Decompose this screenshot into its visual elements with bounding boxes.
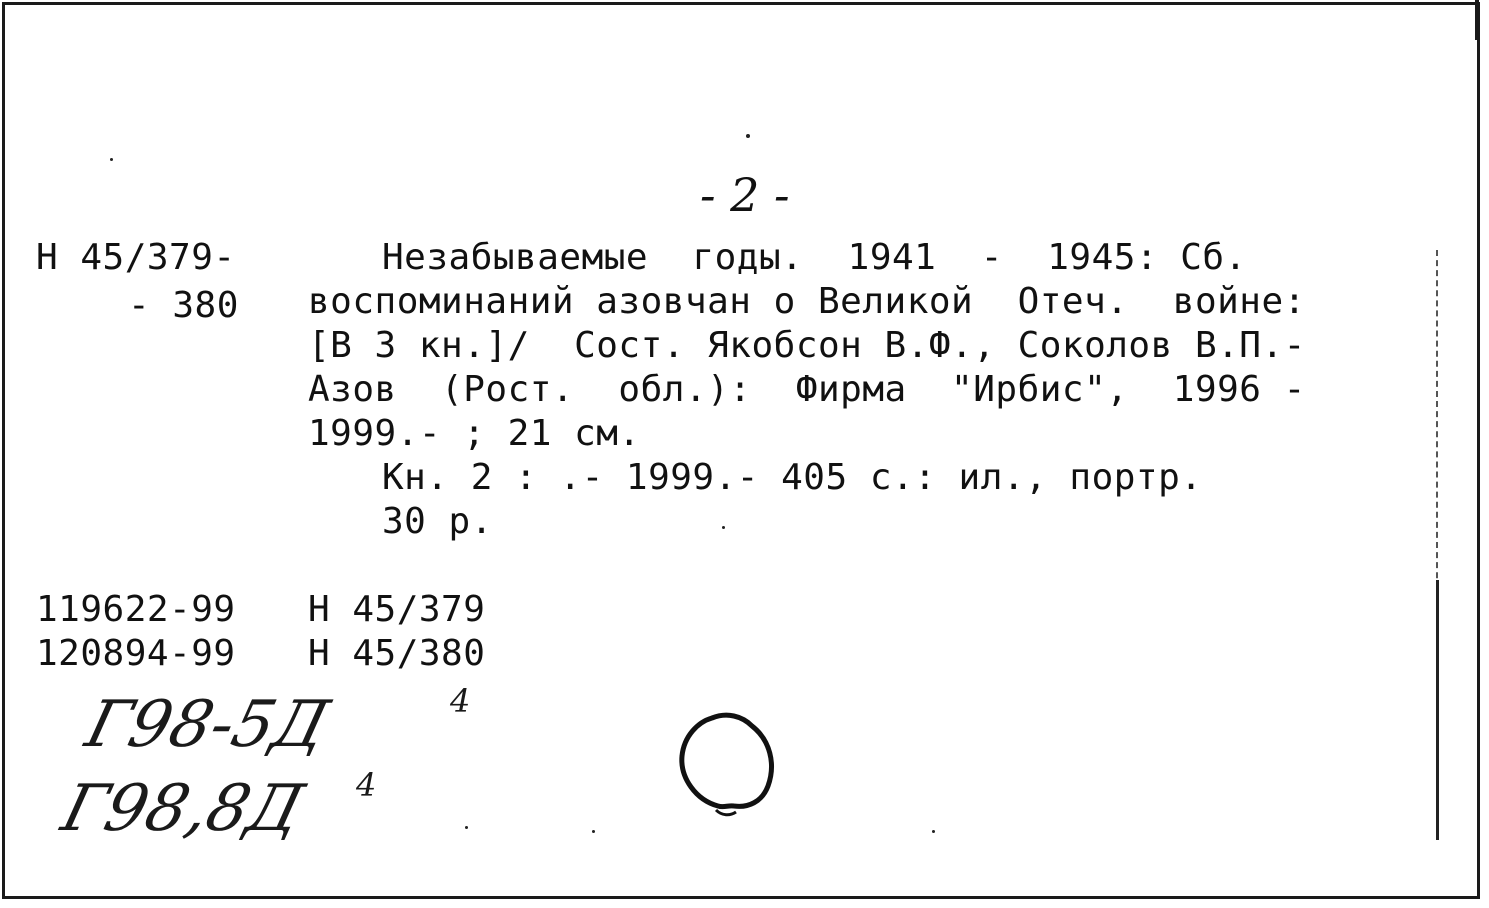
speck	[110, 158, 113, 161]
speck	[592, 830, 595, 833]
entry-line-2: воспоминаний азовчан о Великой Отеч. войне:	[308, 281, 1306, 322]
inventory-number: 120894-99	[36, 633, 236, 674]
handwritten-note-1: Г98-5Д	[78, 688, 336, 762]
speck	[465, 826, 468, 829]
handwritten-note-1-superscript: 4	[450, 682, 471, 720]
speck	[746, 134, 750, 138]
call-number-line2: - 380	[128, 285, 239, 326]
inventory-shelf: Н 45/380	[308, 633, 486, 674]
call-number-line1: Н 45/379-	[36, 237, 236, 278]
price-line: 30 р.	[382, 501, 493, 542]
card-edge-mark	[1475, 0, 1479, 40]
handwritten-note-2-superscript: 4	[356, 766, 377, 804]
right-solid-rule	[1436, 580, 1439, 840]
entry-line-4: Азов (Рост. обл.): Фирма "Ирбис", 1996 -	[308, 369, 1306, 410]
inventory-number: 119622-99	[36, 589, 236, 630]
handwritten-note-2: Г98,8Д	[54, 772, 311, 846]
inventory-shelf: Н 45/379	[308, 589, 486, 630]
speck	[722, 526, 725, 529]
entry-line-3: [В 3 кн.]/ Сост. Якобсон В.Ф., Соколов В.П.-	[308, 325, 1306, 366]
entry-line-1: Незабываемые годы. 1941 - 1945: Сб.	[382, 237, 1247, 278]
speck	[932, 830, 935, 833]
page-number: - 2 -	[700, 168, 790, 222]
volume-line: Кн. 2 : .- 1999.- 405 с.: ил., портр.	[382, 457, 1203, 498]
library-stamp-mark	[672, 708, 782, 828]
entry-line-5: 1999.- ; 21 см.	[308, 413, 641, 454]
